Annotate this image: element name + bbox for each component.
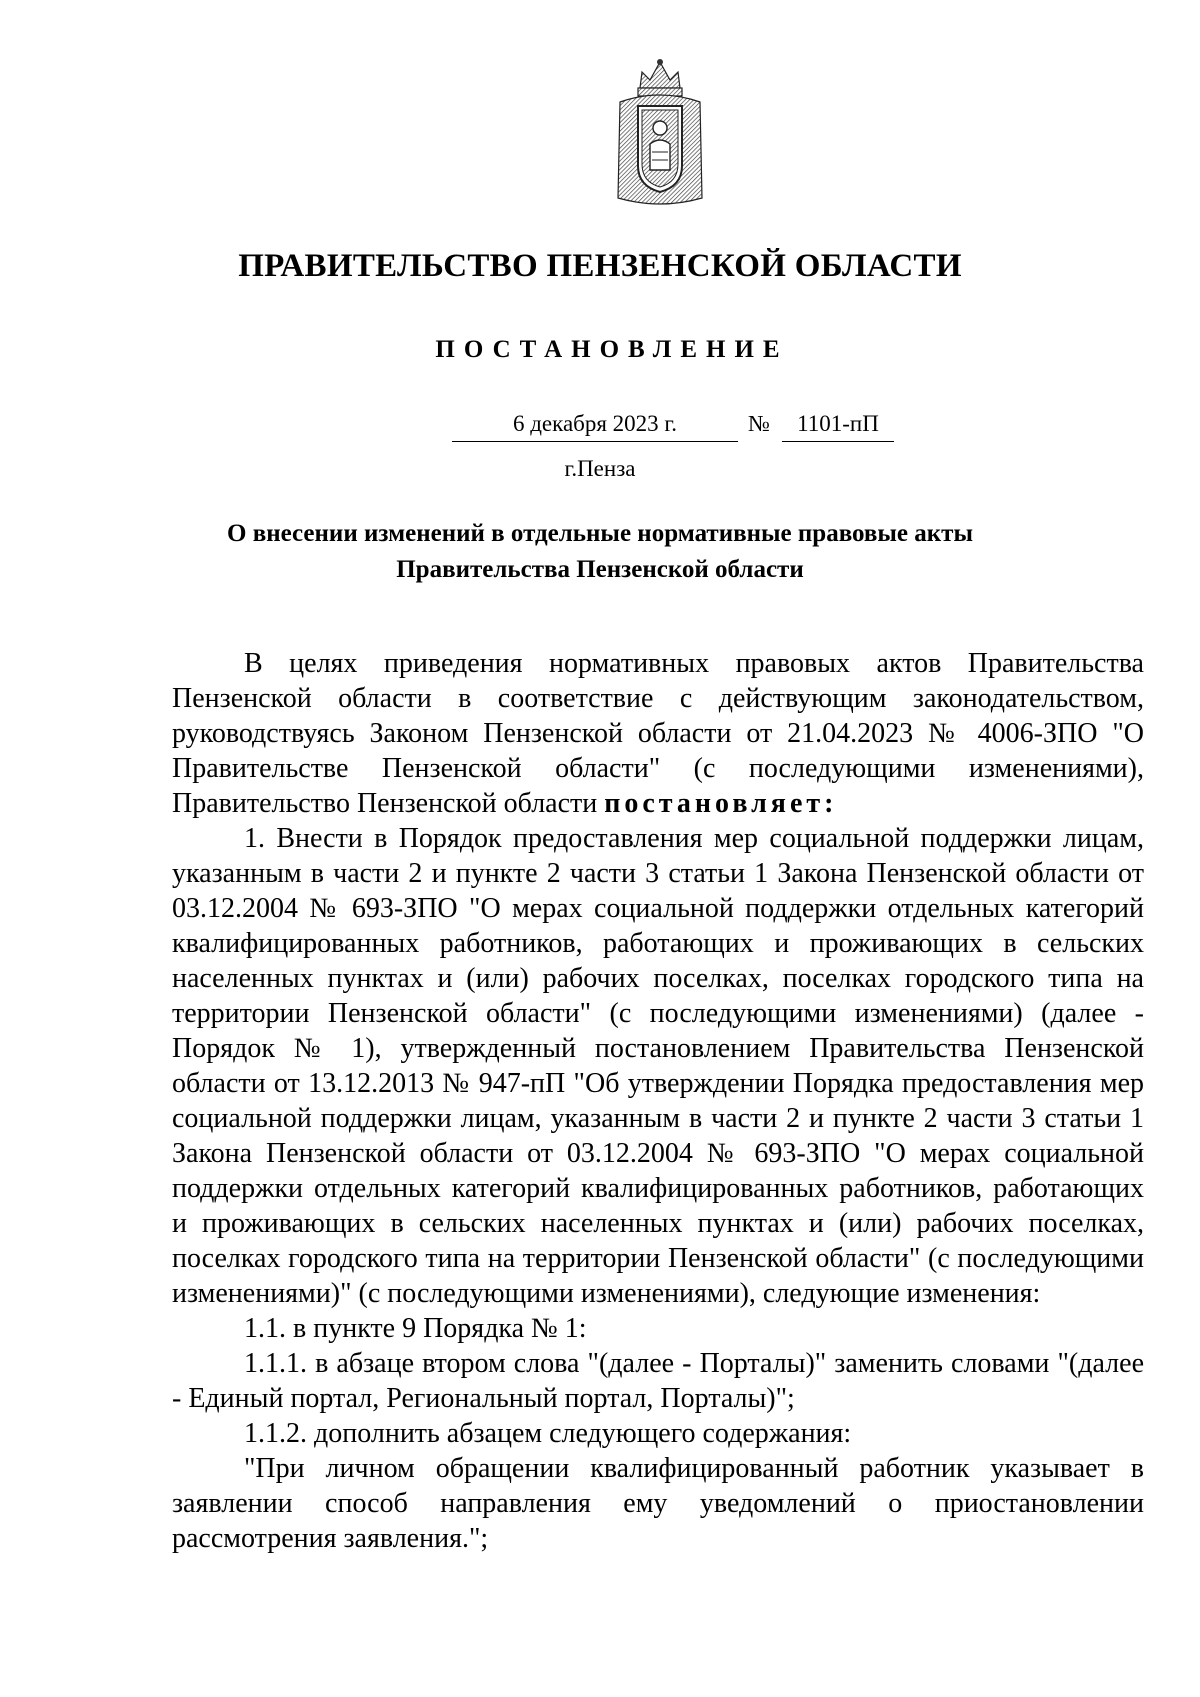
coat-of-arms-icon: [612, 58, 708, 210]
item-1-paragraph: 1. Внести в Порядок предоставления мер социальной поддержки лицам, указанным в части 2 и пункте 2 части 3 статьи 1 Закона Пензенской области от 03.12.2004 № 693-ЗПО "О мерах социальной поддержки отдельных категорий квалифицированных работников, работающих и проживающих в сельских населенных пунктах и (или) рабочих поселках, поселках городского типа на территории Пензенской области" (с последующими изменениями) (далее - Порядок № 1), утвержденный постановлением Правительства Пензенской области от 13.12.2013 № 947-пП "Об утверждении Порядка предоставления мер социальной поддержки лицам, указанным в части 2 и пункте 2 части 3 статьи 1 Закона Пензенской области от 03.12.2004 № 693-ЗПО "О мерах социальной поддержки отдельных категорий квалифицированных работников, работающих и проживающих в сельских населенных пунктах и (или) рабочих поселках, поселках городского типа на территории Пензенской области" (с последующими изменениями)" (с последующими изменениями), следующие изменения:: [172, 823, 1144, 1309]
document-city: г.Пенза: [564, 456, 636, 481]
intro-text: В целях приведения нормативных правовых актов Правительства Пензенской области в соответствие с действующим законодательством, руководствуясь Законом Пензенской области от 21.04.2023 № 4006-ЗПО "О Правительстве Пензенской области" (с последующими изменениями), Правительство Пензенской области: [172, 648, 1144, 819]
document-number: 1101-пП: [782, 411, 894, 442]
resolution-word: постановляет:: [604, 788, 838, 819]
document-body: [172, 646, 1144, 1556]
subject-line-2: Правительства Пензенской области: [396, 556, 804, 583]
number-sign: №: [748, 411, 770, 436]
item-1-1-2-paragraph: 1.1.2. дополнить абзацем следующего содержания:: [244, 1418, 852, 1449]
item-1-1-paragraph: 1.1. в пункте 9 Порядка № 1:: [244, 1313, 587, 1344]
document-subject: [200, 516, 1000, 588]
subject-line-1: О внесении изменений в отдельные нормативные правовые акты: [227, 520, 973, 547]
document-type: ПОСТАНОВЛЕНИЕ: [435, 336, 789, 363]
document-date: 6 декабря 2023 г.: [452, 411, 738, 442]
intro-paragraph: [172, 646, 1144, 821]
quoted-paragraph: "При личном обращении квалифицированный работник указывает в заявлении способ направления ему уведомлений о приостановлении рассмотрения заявления.";: [172, 1453, 1144, 1554]
organization-title: ПРАВИТЕЛЬСТВО ПЕНЗЕНСКОЙ ОБЛАСТИ: [238, 248, 962, 284]
item-1-1-1-paragraph: 1.1.1. в абзаце втором слова "(далее - Порталы)" заменить словами "(далее - Единый портал, Региональный портал, Порталы)";: [172, 1348, 1144, 1414]
